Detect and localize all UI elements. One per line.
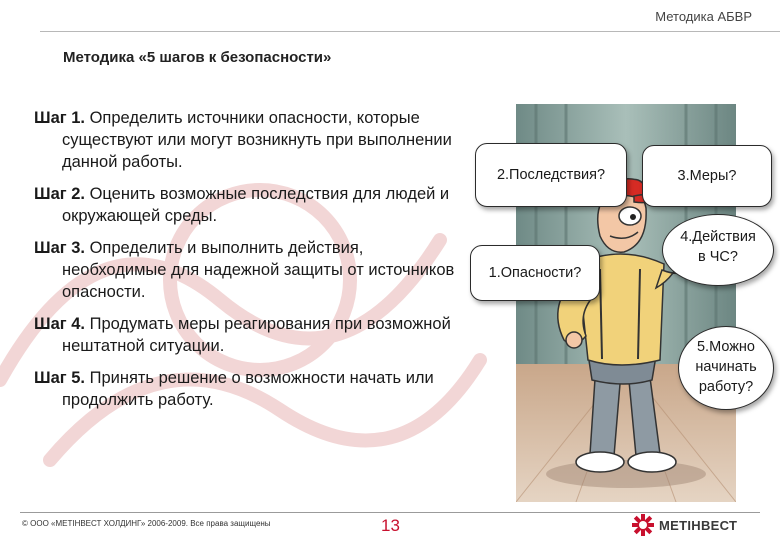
speech-bubble-dangers [470,245,600,301]
step-item [34,313,464,357]
step-label: Шаг 1. [34,109,85,127]
step-item [34,107,464,173]
steps-list [34,107,464,421]
speech-bubble-measures [642,145,772,207]
bubble-text: 1.Опасности? [488,265,582,281]
footer-divider [20,512,760,513]
bubble-text-line: в ЧС? [698,249,738,265]
speech-bubble-emergency-actions [662,214,774,286]
step-item [34,183,464,227]
page-number: 13 [381,516,400,535]
step-label: Шаг 2. [34,185,85,203]
step-label: Шаг 4. [34,315,85,333]
bubble-text: 3.Меры? [677,168,737,184]
step-label: Шаг 3. [34,239,85,257]
step-text: Продумать меры реагирования при возможной нештатной ситуации. [62,315,451,355]
step-label: Шаг 5. [34,369,85,387]
step-text: Определить источники опасности, которые существуют или могут возникнуть при выполнении данной работы. [62,109,452,171]
step-item [34,237,464,303]
step-text: Принять решение о возможности начать или продолжить работу. [62,369,434,409]
speech-bubble-can-start [678,326,774,410]
speech-bubble-consequences [475,143,627,207]
step-item [34,367,464,411]
company-logo [632,514,737,536]
step-text: Оценить возможные последствия для людей и окружающей среды. [62,185,450,225]
step-text: Определить и выполнить действия, необходимые для надежной защиты от источников опасности. [62,239,455,301]
logo-wordmark: МЕТІНВЕСТ [659,517,738,533]
header-title: Методика АБВР [655,9,752,24]
header-divider [40,31,780,32]
bubble-text-line: работу? [698,379,754,395]
bubble-text-line: начинать [695,359,757,375]
bubble-text-line: 4.Действия [680,229,756,245]
slide-title: Методика «5 шагов к безопасности» [63,49,332,66]
logo-mark-icon [632,514,654,536]
bubble-text: 2.Последствия? [496,167,606,183]
bubble-text-line: 5.Можно [696,339,755,355]
copyright-text: © ООО «МЕТІНВЕСТ ХОЛДИНГ» 2006-2009. Все права защищены [22,519,271,528]
